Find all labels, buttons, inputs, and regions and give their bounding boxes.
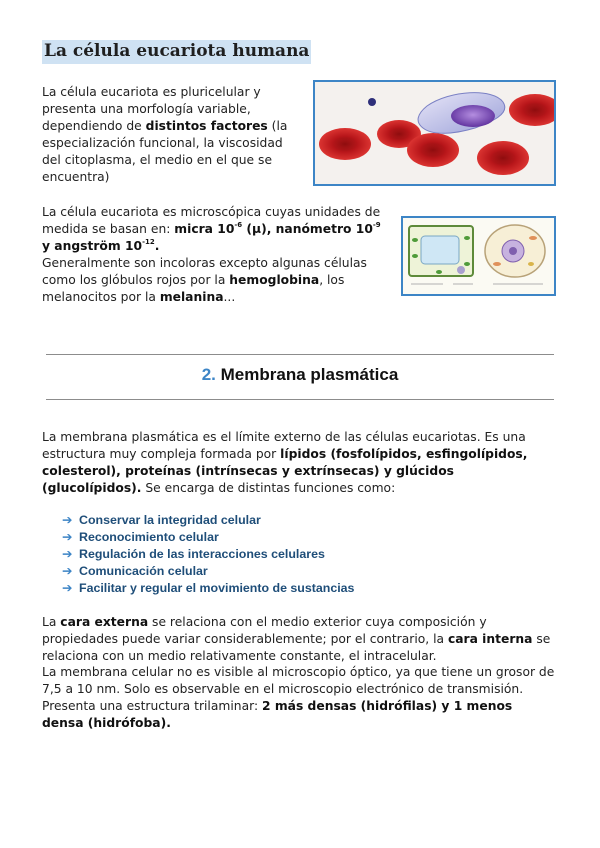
text: .	[154, 238, 160, 253]
text: La membrana celular no es visible al microscopio óptico, ya que tiene un grosor de 7,5 a 10 nm. Solo es observable en el microscopio electrónico de transmisión. Presenta una estructura trilaminar:	[42, 665, 555, 713]
text: La membrana plasmática es el límite externo de las células eucariotas. Es una estructura muy compleja formada por	[42, 430, 526, 461]
text: se relaciona con el medio exterior cuya composición y propiedades puede variar considerablemente; por el contrario, la	[42, 615, 487, 646]
text: se relaciona con un medio relativamente constante, el intracelular.	[42, 631, 551, 663]
plant-animal-cell-diagram	[403, 218, 554, 294]
text: ...	[223, 289, 236, 304]
bold-text: cara externa	[60, 615, 149, 629]
bold-text: melanina	[159, 289, 224, 304]
list-item-label: Regulación de las interacciones celulares	[79, 546, 325, 561]
section-title: Membrana plasmática	[220, 365, 399, 384]
intro-paragraph	[42, 84, 304, 185]
membrane-intro-paragraph	[42, 429, 556, 497]
arrow-right-icon: ➔	[62, 580, 73, 595]
list-item-label: Conservar la integridad celular	[79, 513, 261, 527]
text: micra 10	[174, 221, 235, 236]
section-heading	[0, 365, 600, 385]
exponent: -12	[142, 237, 155, 246]
cell-diagram-image	[401, 216, 556, 296]
units-paragraph	[42, 204, 382, 305]
section-number: 2.	[201, 365, 216, 384]
text: (la especialización funcional, la viscosidad del citoplasma, el medio en el que se encuentra)	[42, 118, 288, 184]
thickness-paragraph	[42, 664, 556, 732]
section-divider-top	[46, 354, 554, 355]
bold-text: cara interna	[447, 631, 533, 646]
bold-text: lípidos (fosfolípidos, esfingolípidos, colesterol), proteínas (intrínsecas y extrínsecas) y glúcidos (glucolípidos).	[42, 446, 528, 495]
list-item	[62, 529, 354, 546]
arrow-right-icon: ➔	[62, 513, 73, 527]
list-item-label: Comunicación celular	[79, 563, 208, 578]
bold-text: distintos factores	[145, 118, 268, 133]
blood-cells-illustration	[315, 82, 554, 184]
faces-paragraph	[42, 614, 556, 665]
list-item	[62, 563, 354, 580]
bold-text: 2 más densas (hidrófilas) y 1 menos densa (hidrófoba).	[42, 698, 513, 730]
text: La célula eucariota es pluricelular y presenta una morfología variable, dependiendo de	[42, 85, 261, 133]
text: Generalmente son incoloras excepto algunas células como los glóbulos rojos por la	[42, 255, 367, 287]
arrow-right-icon: ➔	[62, 546, 73, 561]
list-item	[62, 546, 354, 563]
exponent: -6	[234, 220, 243, 229]
blood-cells-image	[313, 80, 556, 186]
list-item-label: Facilitar y regular el movimiento de sustancias	[79, 580, 355, 595]
section-divider-bottom	[46, 399, 554, 400]
arrow-right-icon: ➔	[62, 563, 73, 578]
text: Se encarga de distintas funciones como:	[141, 480, 396, 495]
text: , los melanocitos por la	[42, 272, 345, 304]
list-item	[62, 512, 354, 529]
text: y angström 10	[42, 238, 143, 253]
text: La	[42, 615, 61, 629]
list-item	[62, 580, 354, 597]
functions-list	[62, 512, 354, 597]
page-title: La célula eucariota humana	[42, 40, 311, 64]
text: (μ), nanómetro 10	[242, 221, 373, 236]
exponent: -9	[372, 220, 381, 229]
text: La célula eucariota es microscópica cuyas unidades de medida se basan en:	[42, 205, 381, 236]
bold-text: hemoglobina	[229, 272, 320, 287]
list-item-label: Reconocimiento celular	[79, 529, 219, 544]
arrow-right-icon: ➔	[62, 529, 73, 544]
